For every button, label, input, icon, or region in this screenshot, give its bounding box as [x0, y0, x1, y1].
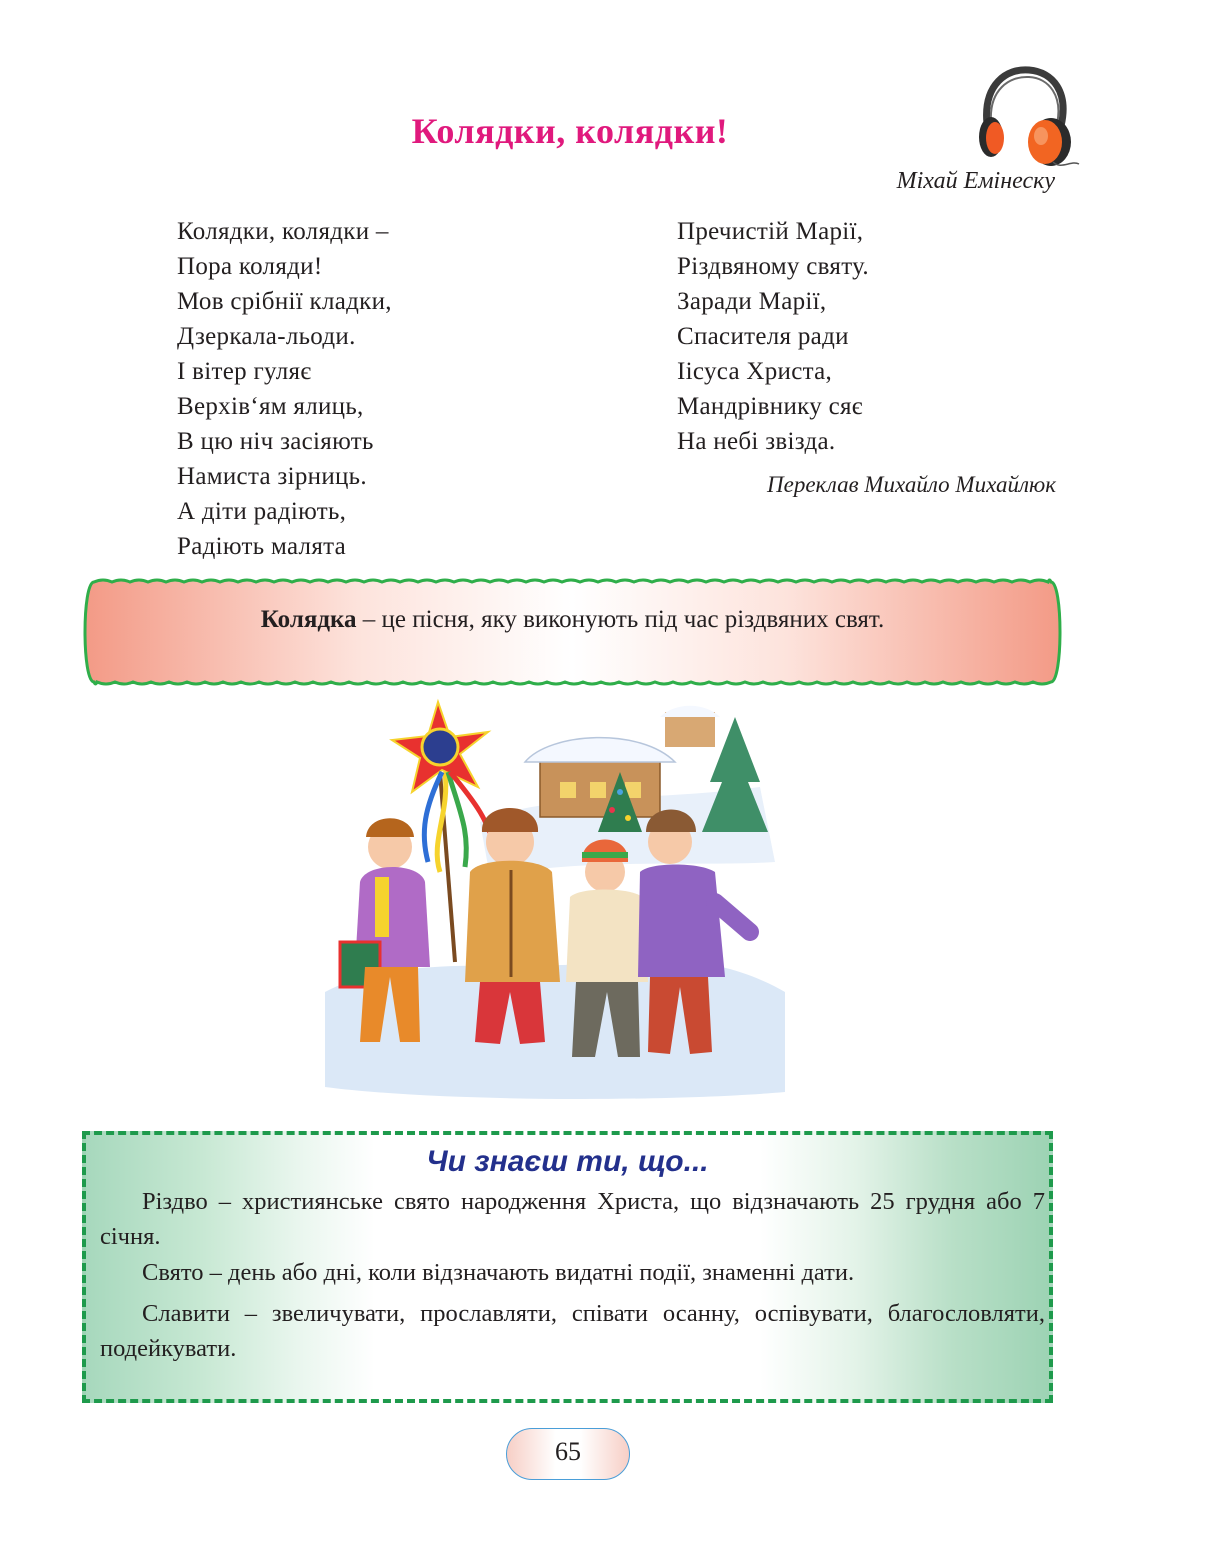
poem-line: Радіють малята	[177, 533, 347, 560]
poem-title: Колядки, колядки!	[411, 111, 729, 151]
definition-text	[110, 606, 1035, 634]
poem-line: В цю ніч засіяють	[177, 428, 374, 455]
poem-line: А діти радіють,	[177, 498, 347, 525]
poem-stanza-right	[677, 214, 869, 459]
poem-line: Заради Марії,	[677, 288, 827, 315]
fact-paragraph: Свято – день або дні, коли відзначають видатні події, знаменні дати.	[142, 1259, 855, 1286]
page-number: 65	[555, 1437, 581, 1466]
poem-stanza-left	[177, 214, 392, 564]
poem-line: Мандрівнику сяє	[677, 393, 863, 420]
carolers-illustration	[320, 692, 790, 1102]
poem-line: На небі звізда.	[677, 428, 836, 455]
poem-line: Іісуса Христа,	[677, 358, 833, 385]
poem-line: І вітер гуляє	[177, 358, 312, 385]
definition-term: Колядка	[260, 606, 357, 633]
poem-line: Пора коляди!	[177, 253, 323, 280]
definition-body: – це пісня, яку виконують під час різдвяних свят.	[356, 606, 885, 633]
poem-line: Намиста зірниць.	[177, 463, 367, 490]
poem-line: Дзеркала-льоди.	[177, 323, 356, 350]
poem-author: Міхай Емінеску	[896, 168, 1055, 194]
poem-line: Різдвяному святу.	[677, 253, 869, 280]
poem-line: Пречистій Марії,	[677, 218, 864, 245]
fact-paragraph: Різдво – християнське свято народження Христа, що відзначають 25 грудня або 7 січня.	[100, 1188, 1045, 1250]
fact-paragraph: Славити – звеличувати, прославляти, співати осанну, оспівувати, благословляти, подейкувати.	[100, 1300, 1045, 1362]
poem-line: Верхів‘ям ялиць,	[177, 393, 364, 420]
headphones-icon[interactable]	[965, 62, 1085, 172]
poem-line: Спасителя ради	[677, 323, 849, 350]
poem-line: Мов срібнії кладки,	[177, 288, 392, 315]
fact-box-title: Чи знаєш ти, що...	[426, 1145, 709, 1178]
translator-credit: Переклав Михайло Михайлюк	[767, 472, 1056, 497]
poem-line: Колядки, колядки –	[177, 218, 389, 245]
